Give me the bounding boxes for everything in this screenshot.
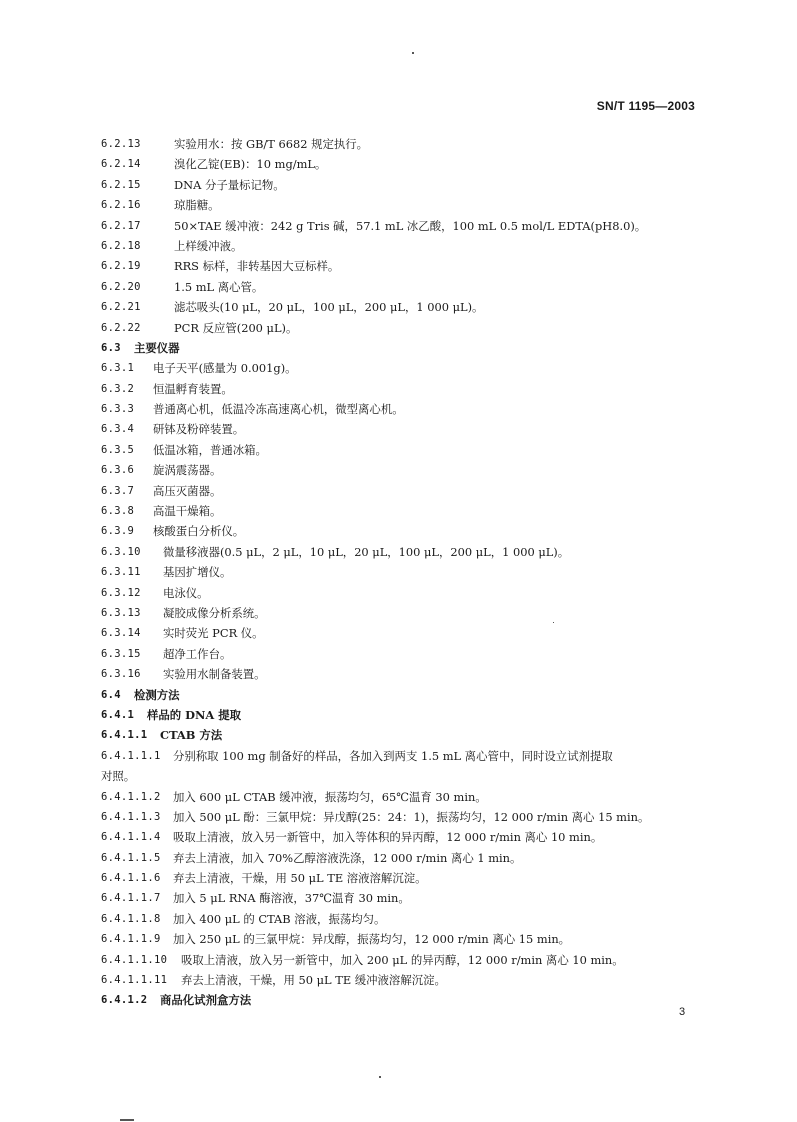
- clause-number: 6.3.12: [101, 586, 141, 599]
- clause-text: 加入 500 μL 酚：三氯甲烷：异戊醇(25：24：1)，振荡均匀，12 000 r/min 离心 15 min。: [173, 809, 650, 824]
- clause-text: 基因扩增仪。: [163, 565, 232, 580]
- scan-speck: [412, 52, 414, 54]
- clause-text: 研钵及粉碎装置。: [153, 422, 245, 437]
- clause-number: 6.2.19: [101, 260, 141, 273]
- clause-number: 6.4.1.1: [101, 729, 148, 742]
- clause-text: 实验用水：按 GB/T 6682 规定执行。: [174, 137, 369, 151]
- clause-number: 6.3.16: [101, 668, 141, 681]
- list-item: [101, 664, 701, 684]
- clause-text: 50×TAE 缓冲液：242 g Tris 碱，57.1 mL 冰乙酸，100 mL 0.5 mol/L EDTA(pH8.0)。: [174, 218, 647, 233]
- section-title: 主要仪器: [134, 340, 180, 355]
- scan-speck: [553, 622, 554, 623]
- section-title: CTAB 方法: [160, 728, 223, 743]
- clause-number: 6.2.22: [101, 321, 141, 334]
- list-item: [101, 358, 701, 378]
- list-item: [101, 521, 701, 541]
- clause-number: 6.3.14: [101, 627, 141, 640]
- clause-text: 高温干燥箱。: [153, 504, 222, 519]
- clause-number: 6.4.1.1.11: [101, 974, 168, 987]
- clause-number: 6.3.13: [101, 606, 141, 619]
- section-heading: [101, 725, 701, 745]
- clause-number: 6.3.11: [101, 566, 141, 579]
- list-item: [101, 807, 701, 827]
- page-number: 3: [679, 1006, 686, 1018]
- section-heading: [101, 685, 701, 705]
- clause-text: 溴化乙锭(EB)：10 mg/mL。: [174, 157, 327, 172]
- list-item: [101, 644, 701, 664]
- clause-number: 6.2.21: [101, 301, 141, 314]
- clause-number: 6.4.1.1.7: [101, 892, 161, 905]
- section-heading: [101, 338, 701, 358]
- clause-number: 6.3.15: [101, 647, 141, 660]
- clause-number: 6.2.13: [101, 138, 141, 150]
- list-item: [101, 623, 701, 643]
- list-item: [101, 318, 701, 338]
- list-item: [101, 297, 701, 317]
- list-item: [101, 868, 701, 888]
- list-item: [101, 583, 701, 603]
- list-item: [101, 216, 701, 236]
- clause-number: 6.4.1.1.3: [101, 810, 161, 823]
- clause-number: 6.4.1.1.4: [101, 831, 161, 844]
- list-item: [101, 848, 701, 868]
- clause-number: 6.4.1.1.5: [101, 851, 161, 864]
- list-item: [101, 929, 701, 949]
- section-heading: [101, 990, 701, 1010]
- clause-text: PCR 反应管(200 μL)。: [174, 320, 298, 335]
- list-item: [101, 460, 701, 480]
- list-item: [101, 481, 701, 501]
- clause-text: 弃去上清液，干燥，用 50 μL TE 溶液溶解沉淀。: [173, 871, 427, 886]
- clause-text: 凝胶成像分析系统。: [163, 605, 266, 620]
- clause-text: 吸取上清液，放入另一新管中，加入等体积的异丙醇，12 000 r/min 离心 10 min。: [173, 830, 603, 845]
- clause-text: 分别称取 100 mg 制备好的样品，各加入到两支 1.5 mL 离心管中，同时设立试剂提取: [173, 748, 613, 763]
- clause-number: 6.3.3: [101, 403, 135, 416]
- clause-number: 6.3.2: [101, 382, 135, 395]
- list-item: [101, 154, 701, 174]
- clause-text: 普通离心机，低温冷冻高速离心机，微型离心机。: [153, 402, 404, 417]
- clause-text: 加入 250 μL 的三氯甲烷：异戊醇，振荡均匀，12 000 r/min 离心 15 min。: [173, 932, 571, 947]
- clause-number: 6.4.1.1.8: [101, 912, 161, 925]
- clause-number: 6.4.1.1.10: [101, 953, 168, 966]
- clause-number: 6.3.10: [101, 545, 141, 558]
- clause-text: 超净工作台。: [163, 646, 232, 661]
- list-item: [101, 746, 701, 766]
- list-item: [101, 542, 701, 562]
- section-title: 商品化试剂盒方法: [160, 993, 252, 1008]
- clause-text: 高压灭菌器。: [153, 483, 222, 498]
- list-item: [101, 970, 701, 990]
- clause-number: 6.2.15: [101, 178, 141, 191]
- list-item: [101, 134, 701, 154]
- clause-number: 6.4: [101, 688, 121, 701]
- clause-continuation: 对照。: [101, 769, 136, 784]
- list-item: [101, 440, 701, 460]
- clause-number: 6.3.9: [101, 525, 135, 538]
- standard-code: SN/T 1195—2003: [596, 99, 695, 113]
- clause-number: 6.4.1.1.1: [101, 749, 161, 762]
- clause-number: 6.3.4: [101, 423, 135, 436]
- list-item: [101, 419, 701, 439]
- clause-text: 弃去上清液，加入 70%乙醇溶液洗涤，12 000 r/min 离心 1 min。: [173, 850, 522, 865]
- clause-text: 电子天平(感量为 0.001g)。: [153, 361, 297, 376]
- list-item: [101, 950, 701, 970]
- clause-text: 低温冰箱，普通冰箱。: [153, 442, 267, 457]
- clause-text: 1.5 mL 离心管。: [174, 279, 264, 294]
- list-item: [101, 827, 701, 847]
- clause-number: 6.2.18: [101, 239, 141, 252]
- list-item: [101, 277, 701, 297]
- clause-text: 加入 600 μL CTAB 缓冲液，振荡均匀，65℃温育 30 min。: [173, 789, 487, 804]
- clause-text: 实时荧光 PCR 仪。: [163, 626, 264, 641]
- clause-number: 6.3.1: [101, 362, 135, 375]
- clause-text: 滤芯吸头(10 μL，20 μL，100 μL，200 μL，1 000 μL)。: [174, 300, 484, 315]
- clause-text: 电泳仪。: [163, 585, 209, 600]
- clause-text: 加入 5 μL RNA 酶溶液，37℃温育 30 min。: [173, 891, 410, 906]
- section-title: 样品的 DNA 提取: [147, 707, 242, 722]
- clause-text: RRS 标样，非转基因大豆标样。: [174, 259, 340, 274]
- list-item: [101, 195, 701, 215]
- list-item: [101, 236, 701, 256]
- clause-number: 6.3: [101, 341, 121, 354]
- clause-text: 旋涡震荡器。: [153, 463, 222, 478]
- clause-text: 恒温孵育装置。: [153, 381, 233, 396]
- clause-number: 6.2.17: [101, 219, 141, 232]
- list-item: [101, 909, 701, 929]
- list-item: [101, 888, 701, 908]
- clause-number: 6.3.7: [101, 484, 135, 497]
- clause-text: 吸取上清液，放入另一新管中，加入 200 μL 的异丙醇，12 000 r/min 离心 10 min。: [181, 952, 624, 967]
- clause-text: 上样缓冲液。: [174, 238, 243, 253]
- clause-number: 6.2.14: [101, 158, 141, 171]
- clause-text: 弃去上清液，干燥，用 50 μL TE 缓冲液溶解沉淀。: [181, 973, 446, 988]
- clause-text: 核酸蛋白分析仪。: [153, 524, 245, 539]
- document-body: [101, 134, 701, 1011]
- scan-speck: [120, 1119, 134, 1121]
- clause-number: 6.3.8: [101, 505, 135, 518]
- clause-text: DNA 分子量标记物。: [174, 177, 285, 192]
- list-item: [101, 603, 701, 623]
- clause-number: 6.3.6: [101, 464, 135, 477]
- clause-number: 6.4.1.1.6: [101, 872, 161, 885]
- clause-text: 加入 400 μL 的 CTAB 溶液，振荡均匀。: [173, 911, 386, 926]
- clause-text: 实验用水制备装置。: [163, 667, 266, 682]
- clause-text: 琼脂糖。: [174, 198, 220, 213]
- clause-number: 6.3.5: [101, 443, 135, 456]
- list-item: [101, 379, 701, 399]
- clause-number: 6.2.20: [101, 280, 141, 293]
- scan-speck: [379, 1076, 381, 1078]
- clause-number: 6.2.16: [101, 199, 141, 212]
- section-heading: [101, 705, 701, 725]
- list-item: [101, 787, 701, 807]
- clause-number: 6.4.1.1.9: [101, 933, 161, 946]
- list-item: [101, 501, 701, 521]
- clause-number: 6.4.1: [101, 708, 135, 721]
- clause-number: 6.4.1.1.2: [101, 790, 161, 803]
- list-item: [101, 256, 701, 276]
- list-item: [101, 399, 701, 419]
- list-item: [101, 175, 701, 195]
- section-title: 检测方法: [134, 687, 180, 702]
- clause-number: 6.4.1.2: [101, 994, 148, 1007]
- clause-text: 微量移液器(0.5 μL，2 μL，10 μL，20 μL，100 μL，200 μL，1 000 μL)。: [163, 544, 570, 559]
- list-item: [101, 562, 701, 582]
